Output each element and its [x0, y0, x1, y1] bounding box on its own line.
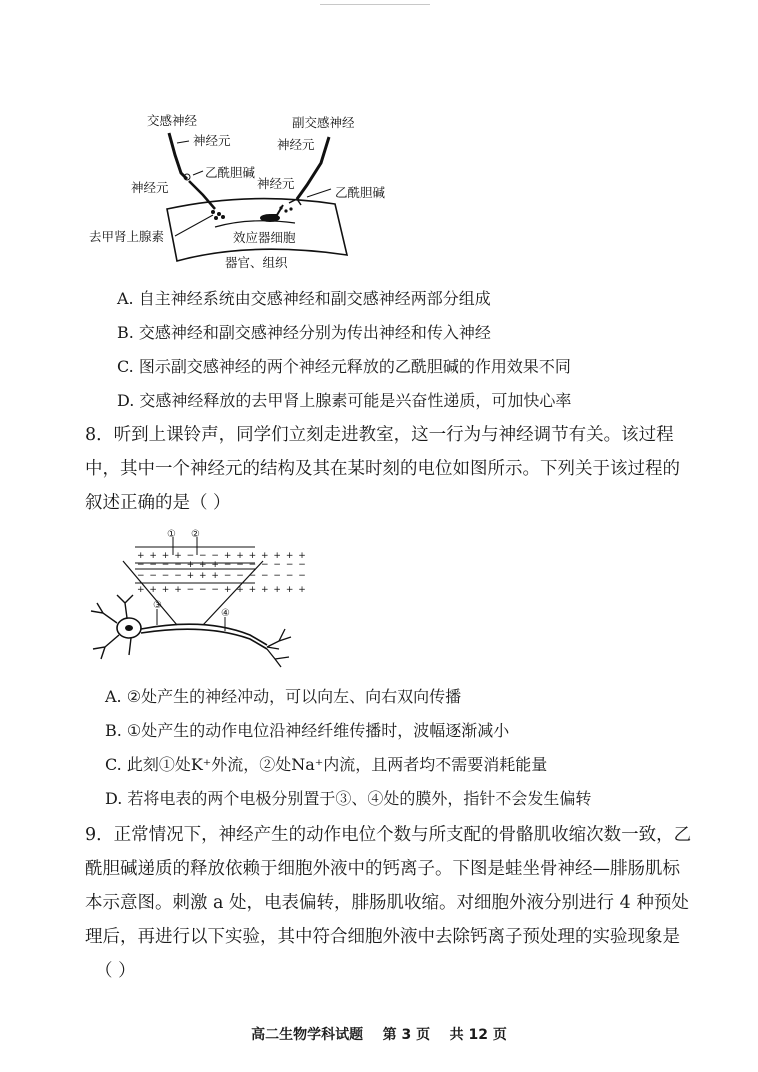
label-neuron-2: 神经元 [131, 180, 169, 195]
q8-option-c: C. 此刻①处K⁺外流，②处Na⁺内流，且两者均不需要消耗能量 [105, 755, 548, 774]
svg-text:+ + + + − − − + + + + + + +: + + + + − − − + + + + + + + [137, 551, 307, 561]
label-norepinephrine: 去甲肾上腺素 [89, 229, 165, 244]
q8-option-d: D. 若将电表的两个电极分别置于③、④处的膜外，指针不会发生偏转 [105, 789, 592, 808]
label-ach-2: 乙酰胆碱 [335, 185, 386, 200]
label-sympathetic: 交感神经 [147, 113, 198, 128]
page-footer: 高二生物学科试题 第 3 页 共 12 页 [251, 1027, 507, 1043]
q7-option-c: C. 图示副交感神经的两个神经元释放的乙酰胆碱的作用效果不同 [117, 357, 571, 376]
label-neuron-1: 神经元 [193, 133, 231, 148]
marker-4: ④ [221, 608, 230, 619]
marker-3: ③ [153, 600, 162, 611]
q9-line-4: 理后，再进行以下实验，其中符合细胞外液中去除钙离子预处理的实验现象是 [85, 927, 680, 947]
marker-2: ② [191, 529, 200, 540]
svg-text:− − − − + + + − − − − − − −: − − − − + + + − − − − − − − [137, 560, 307, 570]
q8-line-1: 8．听到上课铃声，同学们立刻走进教室，这一行为与神经调节有关。该过程 [85, 425, 674, 445]
top-rule [320, 4, 430, 5]
q8-line-3: 叙述正确的是（ ） [85, 493, 231, 513]
q7-option-a: A. 自主神经系统由交感神经和副交感神经两部分组成 [117, 289, 491, 308]
marker-1: ① [167, 529, 176, 540]
q8-line-2: 中，其中一个神经元的结构及其在某时刻的电位如图所示。下列关于该过程的 [85, 459, 680, 479]
svg-text:− − − − + + + − − − − − − −: − − − − + + + − − − − − − − [137, 571, 307, 581]
q9-line-3: 本示意图。刺激 a 处，电表偏转，腓肠肌收缩。对细胞外液分别进行 4 种预处 [85, 893, 689, 913]
q7-option-b: B. 交感神经和副交感神经分别为传出神经和传入神经 [117, 323, 491, 342]
label-ach-1: 乙酰胆碱 [205, 165, 256, 180]
label-neuron-3: 神经元 [277, 137, 315, 152]
q8-option-a: A. ②处产生的神经冲动，可以向左、向右双向传播 [105, 687, 462, 706]
q9-line-1: 9．正常情况下，神经产生的动作电位个数与所支配的骨骼肌收缩次数一致，乙 [85, 825, 692, 845]
label-effector: 效应器细胞 [233, 230, 296, 245]
label-organ: 器官、组织 [225, 255, 288, 270]
label-parasympathetic: 副交感神经 [292, 115, 355, 130]
q7-option-d: D. 交感神经释放的去甲肾上腺素可能是兴奋性递质，可加快心率 [117, 391, 572, 410]
q9-line-2: 酰胆碱递质的释放依赖于细胞外液中的钙离子。下图是蛙坐骨神经—腓肠肌标 [85, 859, 680, 879]
q9-line-5: （ ） [95, 961, 136, 981]
q8-option-b: B. ①处产生的动作电位沿神经纤维传播时，波幅逐渐减小 [105, 721, 510, 740]
label-neuron-4: 神经元 [257, 176, 295, 191]
svg-text:+ + + + − − − + + + + + + +: + + + + − − − + + + + + + + [137, 585, 307, 595]
neuron-potential-figure [85, 525, 307, 670]
autonomic-nerve-figure [85, 105, 386, 275]
